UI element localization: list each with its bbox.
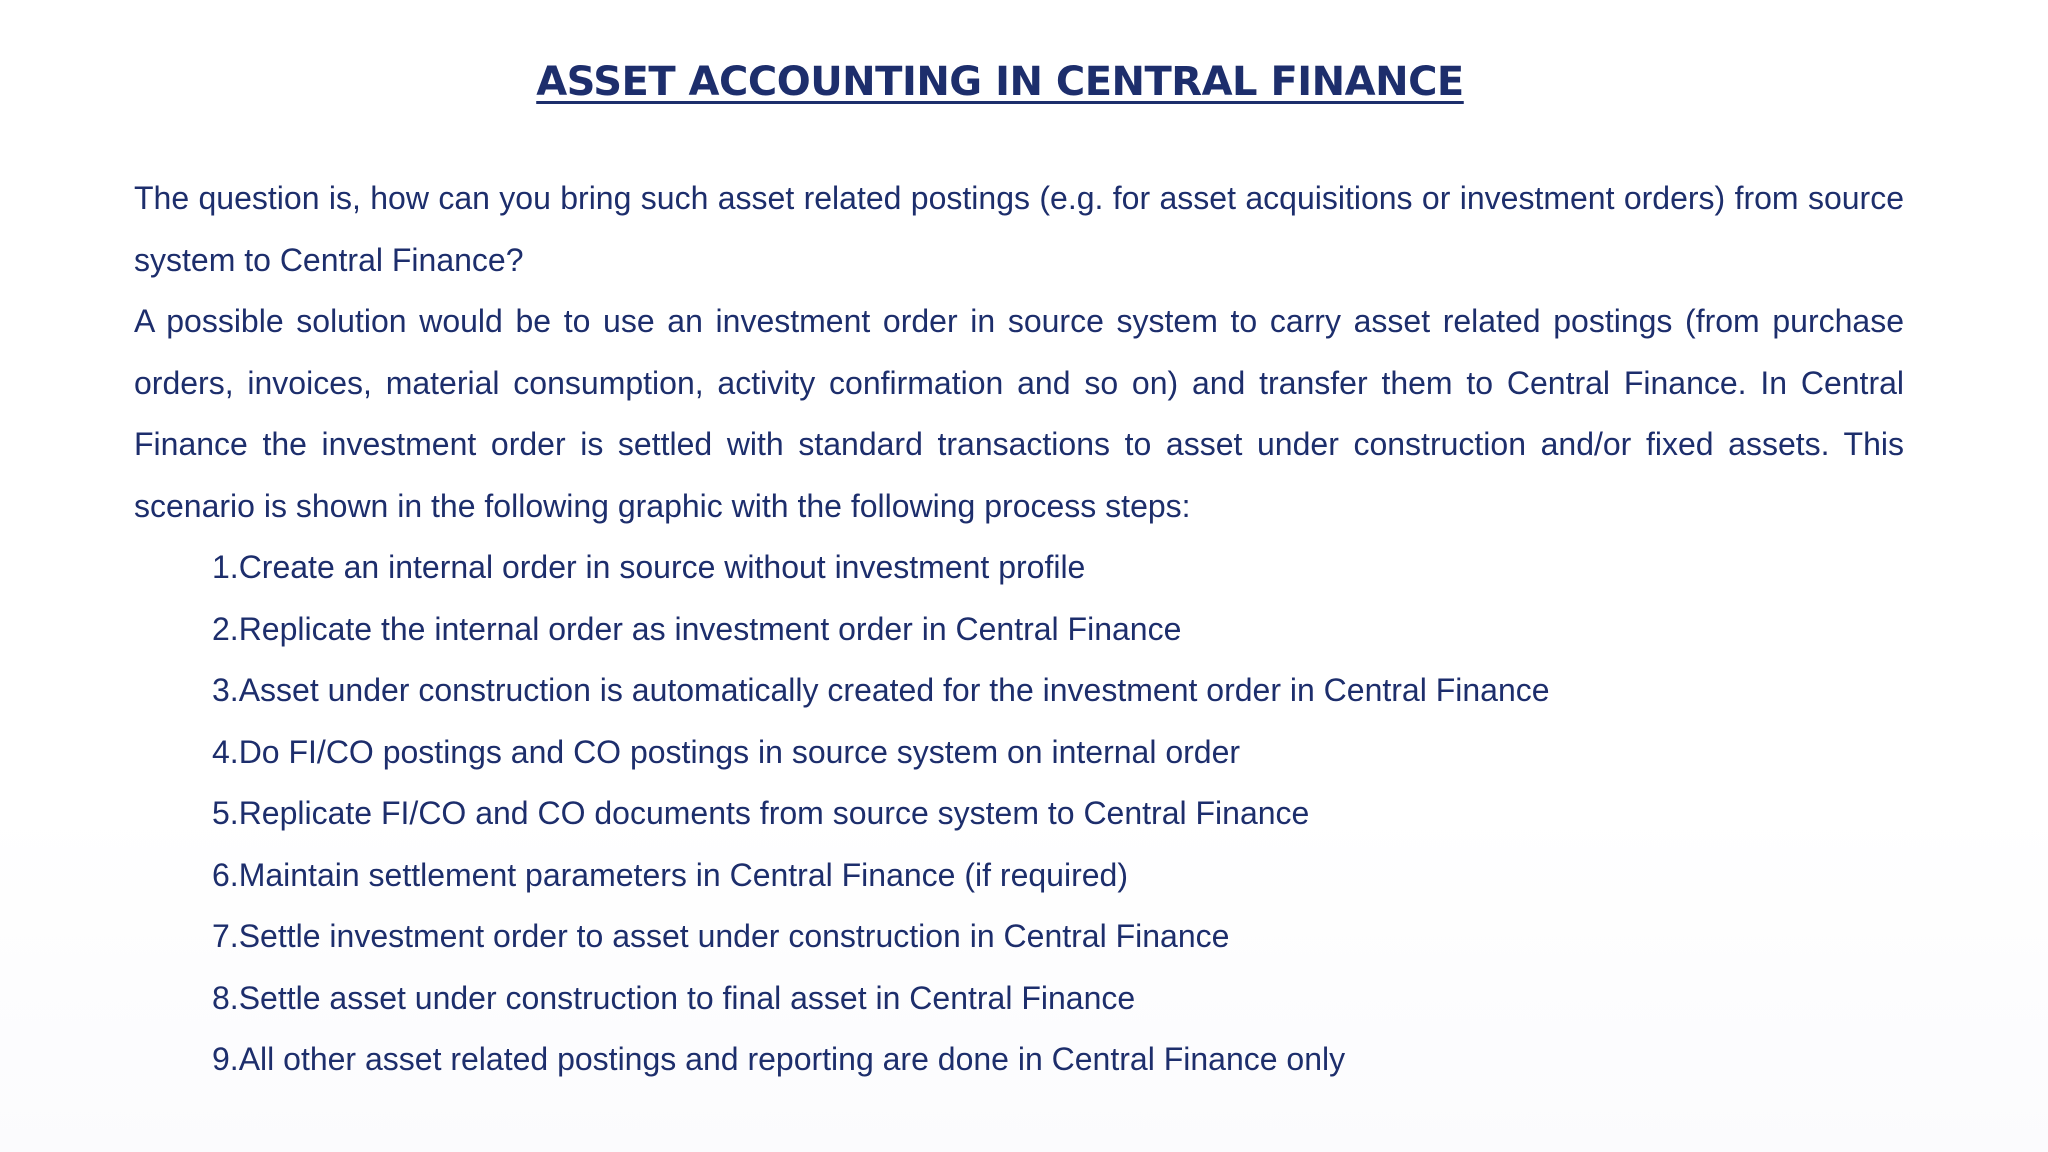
solution-paragraph: A possible solution would be to use an investment order in source system to carry asset related postings (from purchase orders, invoices, material consumption, activity confirmation and so on) and transfer them to Central Finance. In Central Finance the investment order is settled with standard transactions to asset under construction and/or fixed assets. This scenario is shown in the following graphic with the following process steps: <box>134 303 1904 524</box>
process-step: 5.Replicate FI/CO and CO documents from source system to Central Finance <box>212 795 1310 831</box>
slide-title: ASSET ACCOUNTING IN CENTRAL FINANCE <box>536 59 1464 105</box>
process-steps-list <box>134 537 1904 1091</box>
process-step: 8.Settle asset under construction to final asset in Central Finance <box>212 979 1136 1016</box>
question-paragraph: The question is, how can you bring such asset related postings (e.g. for asset acquisitions or investment orders) from source system to Central Finance? <box>134 180 1904 278</box>
slide-body <box>134 168 1904 1091</box>
process-step: 4.Do FI/CO postings and CO postings in source system on internal order <box>212 733 1241 770</box>
process-step: 2.Replicate the internal order as investment order in Central Finance <box>212 610 1182 647</box>
process-step: 1.Create an internal order in source without investment profile <box>212 549 1086 585</box>
process-step: 6.Maintain settlement parameters in Central Finance (if required) <box>212 856 1128 893</box>
process-step: 7.Settle investment order to asset under construction in Central Finance <box>212 918 1230 954</box>
process-step: 9.All other asset related postings and reporting are done in Central Finance only <box>212 1041 1346 1077</box>
process-step: 3.Asset under construction is automatically created for the investment order in Central Finance <box>212 672 1550 708</box>
